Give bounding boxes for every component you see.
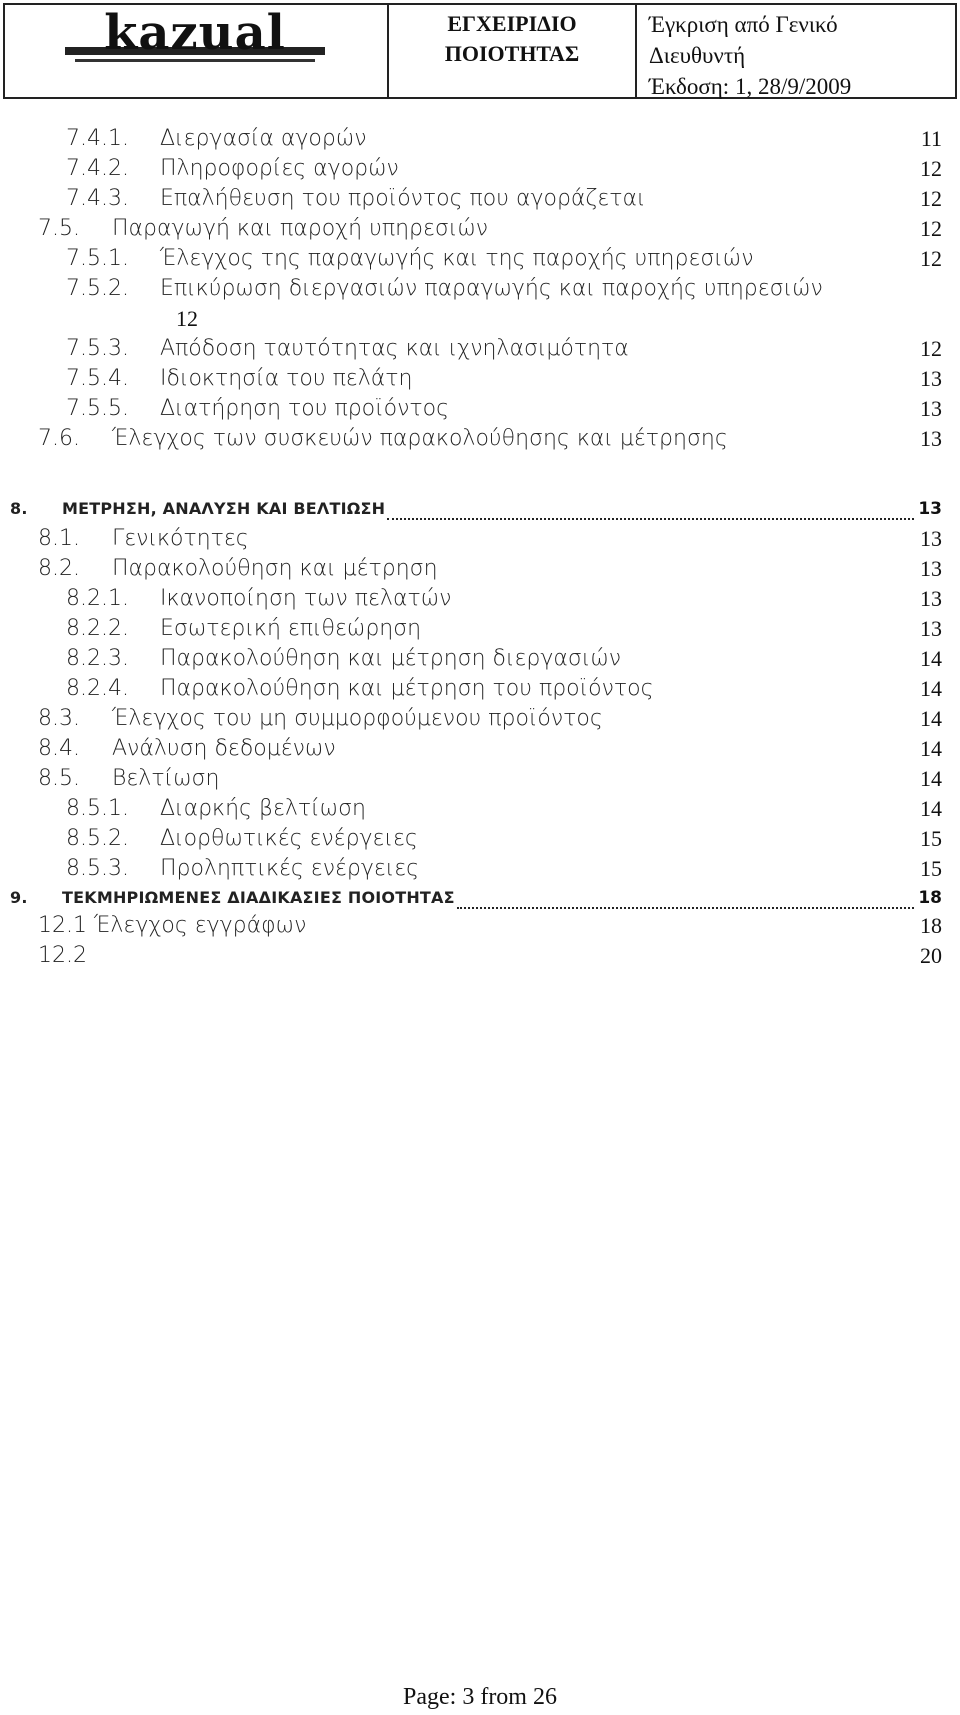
toc-entry-number: 8.5.3. bbox=[66, 856, 129, 881]
toc-entry-number: 7.5.1. bbox=[66, 246, 129, 271]
toc-leader-dots bbox=[457, 893, 914, 909]
manual-title-line2: ΠΟΙΟΤΗΤΑΣ bbox=[444, 41, 580, 66]
toc-entry-page: 15 bbox=[920, 826, 942, 851]
toc-entry[interactable] bbox=[0, 153, 960, 185]
toc-entry-title: ΤΕΚΜΗΡΙΩΜΕΝΕΣ ΔΙΑΔΙΚΑΣΙΕΣ ΠΟΙΟΤΗΤΑΣ bbox=[62, 888, 455, 907]
toc-entry[interactable] bbox=[0, 763, 960, 795]
page-footer: Page: 3 from 26 bbox=[403, 1684, 557, 1710]
approval-line1: Έγκριση από Γενικό bbox=[649, 12, 838, 37]
toc-entry-title: Πληροφορίες αγορών bbox=[160, 156, 399, 181]
toc-entry-number: 12.1 bbox=[38, 913, 87, 938]
toc-entry-title: Διορθωτικές ενέργειες bbox=[160, 826, 418, 851]
toc-entry-number: 8.5. bbox=[38, 766, 80, 791]
toc-entry-page: 14 bbox=[920, 706, 942, 731]
toc-entry-number: 8.2.4. bbox=[66, 676, 129, 701]
toc-entry-page: 12 bbox=[920, 156, 942, 181]
toc-entry[interactable] bbox=[0, 213, 960, 245]
toc-entry-page: 12 bbox=[176, 306, 198, 331]
toc-entry[interactable] bbox=[0, 493, 960, 525]
toc-entry[interactable] bbox=[0, 183, 960, 215]
manual-cell bbox=[389, 5, 637, 97]
toc-entry-page: 13 bbox=[920, 366, 942, 391]
toc-entry-title: Γενικότητες bbox=[112, 526, 249, 551]
toc-entry-number: 7.5.4. bbox=[66, 366, 129, 391]
toc-entry[interactable] bbox=[0, 733, 960, 765]
toc-entry-page: 13 bbox=[920, 616, 942, 641]
toc-entry-number: 8.2.2. bbox=[66, 616, 129, 641]
toc-entry[interactable] bbox=[0, 333, 960, 365]
toc-entry-number: 8.1. bbox=[38, 526, 80, 551]
approval-line2: Διευθυντή bbox=[649, 43, 746, 68]
toc-entry-title: Επικύρωση διεργασιών παραγωγής και παροχής υπηρεσιών bbox=[160, 276, 823, 301]
toc-entry-page: 15 bbox=[920, 856, 942, 881]
toc-entry-page: 14 bbox=[920, 646, 942, 671]
toc-entry-number: 7.5.2. bbox=[66, 276, 129, 301]
toc-entry-number: 8.2.1. bbox=[66, 586, 129, 611]
toc-entry-title: Διαρκής βελτίωση bbox=[160, 796, 366, 821]
toc-entry[interactable] bbox=[0, 553, 960, 585]
toc-entry-number: 8. bbox=[10, 499, 28, 518]
toc-entry[interactable] bbox=[0, 703, 960, 735]
toc-entry[interactable] bbox=[0, 613, 960, 645]
toc-entry-page: 12 bbox=[920, 246, 942, 271]
toc-entry[interactable] bbox=[0, 583, 960, 615]
toc-entry-page: 14 bbox=[920, 766, 942, 791]
logo-cell bbox=[5, 5, 389, 97]
toc-entry-title: Έλεγχος εγγράφων bbox=[94, 913, 307, 938]
toc-entry-number: 7.5. bbox=[38, 216, 80, 241]
toc-entry-title: Παρακολούθηση και μέτρηση bbox=[112, 556, 438, 581]
toc-entry[interactable] bbox=[0, 823, 960, 855]
toc-entry-title: Ικανοποίηση των πελατών bbox=[160, 586, 452, 611]
toc-entry-page: 12 bbox=[920, 216, 942, 241]
toc-entry-page: 20 bbox=[920, 943, 942, 968]
toc-entry[interactable] bbox=[0, 423, 960, 455]
toc-entry-title: Απόδοση ταυτότητας και ιχνηλασιμότητα bbox=[160, 336, 629, 361]
edition-label: Έκδοση: 1, 28/9/2009 bbox=[649, 74, 852, 99]
toc-entry-number: 7.5.5. bbox=[66, 396, 129, 421]
document-header bbox=[3, 3, 957, 99]
toc-entry-page: 12 bbox=[920, 186, 942, 211]
toc-entry-page: 11 bbox=[920, 126, 942, 151]
toc-entry-number: 8.2.3. bbox=[66, 646, 129, 671]
toc-entry[interactable] bbox=[0, 273, 960, 331]
approval-cell bbox=[637, 5, 955, 97]
toc-entry-page: 13 bbox=[920, 526, 942, 551]
toc-entry[interactable] bbox=[0, 123, 960, 155]
toc-entry-number: 8.5.1. bbox=[66, 796, 129, 821]
toc-entry-number: 8.3. bbox=[38, 706, 80, 731]
toc-entry[interactable] bbox=[0, 243, 960, 275]
toc-entry-page: 13 bbox=[918, 499, 942, 519]
toc-entry-number: 7.4.2. bbox=[66, 156, 129, 181]
toc-entry-title: Παρακολούθηση και μέτρηση του προϊόντος bbox=[160, 676, 654, 701]
toc-entry-number: 8.2. bbox=[38, 556, 80, 581]
toc-entry[interactable] bbox=[0, 673, 960, 705]
toc-entry-title: Διατήρηση του προϊόντος bbox=[160, 396, 450, 421]
toc-entry-page: 13 bbox=[920, 586, 942, 611]
toc-entry-title: Βελτίωση bbox=[112, 766, 220, 791]
toc-entry-number: 7.6. bbox=[38, 426, 80, 451]
toc-entry-number: 7.5.3. bbox=[66, 336, 129, 361]
toc-entry-page: 14 bbox=[920, 796, 942, 821]
toc-entry-number: 7.4.1. bbox=[66, 126, 129, 151]
toc-entry-title: Ανάλυση δεδομένων bbox=[112, 736, 336, 761]
approval-block bbox=[649, 9, 851, 102]
manual-title-line1: ΕΓΧΕΙΡΙΔΙΟ bbox=[447, 11, 577, 36]
toc-entry[interactable] bbox=[0, 643, 960, 675]
manual-title bbox=[389, 9, 635, 69]
toc-entry-number: 7.4.3. bbox=[66, 186, 129, 211]
toc-entry-title: Έλεγχος του μη συμμορφούμενου προϊόντος bbox=[112, 706, 603, 731]
toc-entry-title: Προληπτικές ενέργειες bbox=[160, 856, 420, 881]
toc-entry-title: Διεργασία αγορών bbox=[160, 126, 367, 151]
toc-entry-title: Παραγωγή και παροχή υπηρεσιών bbox=[112, 216, 489, 241]
toc-entry-page: 14 bbox=[920, 676, 942, 701]
toc-entry-page: 18 bbox=[920, 913, 942, 938]
toc-entry-page: 13 bbox=[920, 426, 942, 451]
toc-entry-number: 8.4. bbox=[38, 736, 80, 761]
toc-entry-title: Εσωτερική επιθεώρηση bbox=[160, 616, 422, 641]
toc-entry-title: Έλεγχος των συσκευών παρακολούθησης και μέτρησης bbox=[112, 426, 728, 451]
toc-entry-page: 13 bbox=[920, 396, 942, 421]
toc-entry-title: ΜΕΤΡΗΣΗ, ΑΝΑΛΥΣΗ ΚΑΙ ΒΕΛΤΙΩΣΗ bbox=[62, 499, 386, 518]
toc-entry[interactable] bbox=[0, 853, 960, 885]
toc-entry[interactable] bbox=[0, 793, 960, 825]
toc-entry-page: 12 bbox=[920, 336, 942, 361]
toc-entry[interactable] bbox=[0, 393, 960, 425]
toc-entry-number: 9. bbox=[10, 888, 28, 907]
toc-entry[interactable] bbox=[0, 910, 960, 942]
toc-entry-title: Έλεγχος της παραγωγής και της παροχής υπηρεσιών bbox=[160, 246, 754, 271]
toc-entry-number: 12.2 bbox=[38, 943, 87, 968]
toc-entry[interactable] bbox=[0, 363, 960, 395]
toc-entry-title: Επαλήθευση του προϊόντος που αγοράζεται bbox=[160, 186, 646, 211]
toc-entry-page: 14 bbox=[920, 736, 942, 761]
logo-text: kazual bbox=[104, 9, 286, 61]
kazual-logo bbox=[65, 9, 325, 71]
toc-leader-dots bbox=[387, 504, 914, 520]
toc-entry-page: 18 bbox=[918, 888, 942, 908]
toc-entry-number: 8.5.2. bbox=[66, 826, 129, 851]
toc-entry[interactable] bbox=[0, 523, 960, 555]
toc-entry[interactable] bbox=[0, 940, 960, 972]
toc-entry-title: Παρακολούθηση και μέτρηση διεργασιών bbox=[160, 646, 622, 671]
toc-entry-title: Ιδιοκτησία του πελάτη bbox=[160, 366, 413, 391]
toc-entry-page: 13 bbox=[920, 556, 942, 581]
